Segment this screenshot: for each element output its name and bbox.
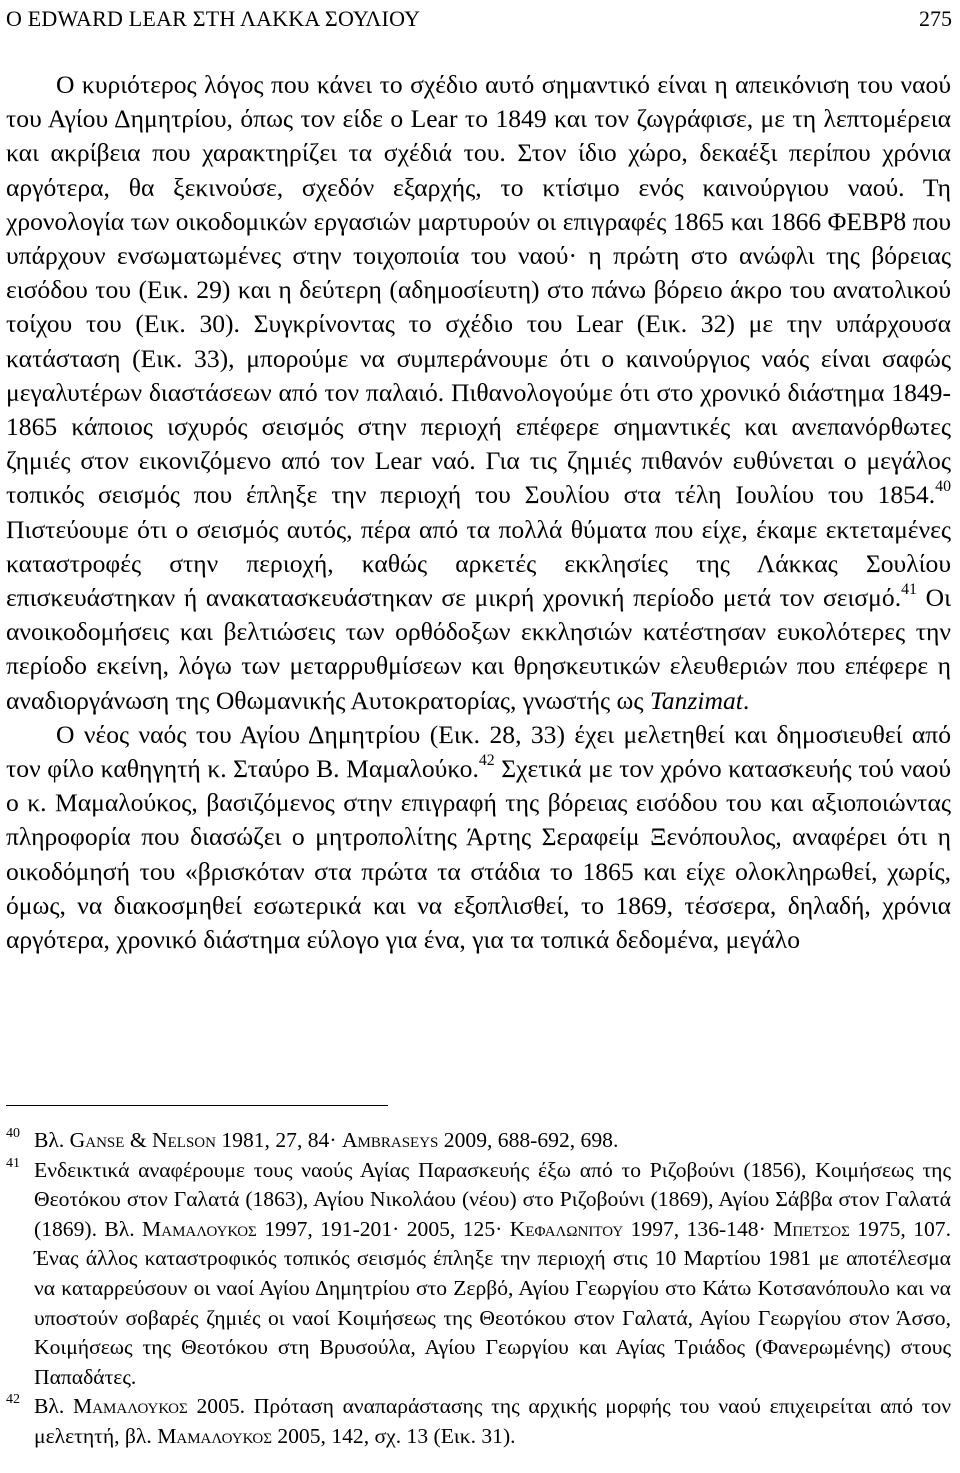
footnote-text: Ενδεικτικά αναφέρουμε τους ναούς Αγίας Παρασκευής έξω από το Ριζοβούνι (1856), Κοιμήσεως της Θεοτόκου στον Γαλατά (1863), Αγίου Νικολάου (νέου) στο Ριζοβούνι (1869), Αγίου Σάββα στον Γαλατά (1869). Βλ. [34, 1157, 951, 1241]
page-number: 275 [919, 6, 952, 31]
footnote-text: 1997, 191-201· 2005, 125· [256, 1216, 510, 1241]
paragraph-2 [6, 718, 951, 957]
author-name: Μπετσος [773, 1216, 850, 1241]
main-text [6, 68, 951, 957]
author-name: Μαμαλουκος [157, 1423, 272, 1448]
footnote-ref-42[interactable]: 42 [478, 752, 495, 770]
author-name: Ambraseys [341, 1128, 439, 1152]
author-name: Μαμαλουκος [142, 1216, 257, 1241]
author-name: Ganse & Nelson [69, 1128, 216, 1152]
paragraph-1-text-c: Οι ανοικοδομήσεις και βελτιώσεις των ορθόδοξων εκκλησιών κατέστησαν ευκολότερες την περίοδο εκείνη, λόγω των μεταρρυθμίσεων και θρησκευτικών ελευθεριών που επέφερε η αναδιοργάνωση της Οθωμανικής Αυτοκρατορίας, γνωστής ως [6, 583, 951, 715]
footnote-ref-40[interactable]: 40 [935, 478, 951, 496]
footnote-text: 2005, 142, σχ. 13 (Εικ. 31). [271, 1423, 516, 1448]
paragraph-2-text-b: Σχετικά με τον χρόνο κατασκευής τού ναού ο κ. Μαμαλούκος, βασιζόμενος στην επιγραφή της βόρειας εισόδου του και αξιοποιώντας πληροφορία που διασώζει ο μητροπολίτης Άρτης Σεραφείμ Ξενόπουλος, αναφέρει ότι η οικοδόμησή του «βρισκόταν στα πρώτα τα στάδια το 1865 και είχε ολοκληρωθεί, χωρίς, όμως, να διακοσμηθεί εσωτερικά και να εξοπλισθεί, το 1869, τέσσερα, δηλαδή, χρόνια αργότερα, χρονικό διάστημα εύλογο για ένα, για τα τοπικά δεδομένα, μεγάλο [6, 754, 951, 955]
footnote-separator [6, 1105, 388, 1106]
footnote-number: 40 [6, 1126, 20, 1141]
paragraph-1-text-a: Ο κυριότερος λόγος που κάνει το σχέδιο αυτό σημαντικό είναι η απεικόνιση του ναού του Αγίου Δημητρίου, όπως τον είδε ο Lear το 1849 και τον ζωγράφισε, με τη λεπτομέρεια και ακρίβεια που χαρακτηρίζει τα σχέδιά του. Στον ίδιο χώρο, δεκαέξι περίπου χρόνια αργότερα, θα ξεκινούσε, σχεδόν εξαρχής, το κτίσιμο ενός καινούργιου ναού. Τη χρονολογία των οικοδομικών εργασιών μαρτυρούν οι επιγραφές 1865 και 1866 ΦΕΒΡȣ που υπάρχουν ενσωματωμένες στην τοιχοποιία του ναού· η πρώτη στο ανώφλι της βόρειας εισόδου του (Εικ. 29) και η δεύτερη (αδημοσίευτη) στο πάνω βόρειο άκρο του ανατολικού τοίχου του (Εικ. 30). Συγκρίνοντας το σχέδιο του Lear (Εικ. 32) με την υπάρχουσα κατάσταση (Εικ. 33), μπορούμε να συμπεράνουμε ότι ο καινούργιος ναός είναι σαφώς μεγαλυτέρων διαστάσεων από τον παλαιό. Πιθανολογούμε ότι στο χρονικό διάστημα 1849-1865 κάποιος ισχυρός σεισμός στην περιοχή επέφερε σημαντικές και ανεπανόρθωτες ζημιές στον εικονιζόμενο από τον Lear ναό. Για τις ζημιές πιθανόν ευθύνεται ο μεγάλος τοπικός σεισμός που έπληξε την περιοχή του Σουλίου στα τέλη Ιουλίου του 1854. [6, 70, 951, 510]
paragraph-2-text-a: Ο νέος ναός του Αγίου Δημητρίου (Εικ. 28, 33) έχει μελετηθεί και δημοσιευθεί από τον φίλο καθηγητή κ. Σταύρο Β. Μαμαλούκο. [6, 719, 951, 784]
footnote-text: 1997, 136-148· [623, 1216, 774, 1241]
paragraph-1-end: . [742, 685, 750, 715]
running-title: O EDWARD LEAR ΣΤΗ ΛΑΚΚΑ ΣΟΥΛΙΟΥ [6, 6, 421, 31]
footnote-number: 41 [6, 1155, 20, 1171]
paragraph-1 [6, 68, 951, 718]
footnote-text: Βλ. [34, 1128, 70, 1152]
footnote-42 [6, 1392, 951, 1451]
footnote-40 [6, 1126, 951, 1156]
footnote-text: 1975, 107. Ένας άλλος καταστροφικός τοπικός σεισμός έπληξε την περιοχή στις 10 Μαρτίου 1981 με αποτέλεσμα να καταρρεύσουν οι ναοί Αγίου Δημητρίου στο Ζερβό, Αγίου Γεωργίου στο Κάτω Κοτσανόπουλο και να υποστούν σοβαρές ζημιές οι ναοί Κοιμήσεως της Θεοτόκου στον Γαλατά, Αγίου Γεωργίου στον Άσσο, Κοιμήσεως της Θεοτόκου στη Βρυσούλα, Αγίου Γεωργίου και Αγίας Τριάδος (Φανερωμένης) στους Παπαδάτες. [34, 1216, 951, 1389]
footnote-text: 1981, 27, 84· [215, 1128, 342, 1152]
footnote-text: 2009, 688-692, 698. [438, 1128, 619, 1152]
paragraph-1-text-b: Πιστεύουμε ότι ο σεισμός αυτός, πέρα από τα πολλά θύματα που είχε, έκαμε εκτεταμένες καταστροφές στην περιοχή, καθώς αρκετές εκκλησίες της Λάκκας Σουλίου επισκευάστηκαν ή ανακατασκευάστηκαν σε μικρή χρονική περίοδο μετά τον σεισμό. [6, 514, 951, 613]
footnote-text: 2005. Πρόταση αναπαράστασης της αρχικής μορφής του ναού επιχειρείται από τον μελετητή, βλ. [34, 1394, 952, 1448]
footnotes [6, 1126, 951, 1452]
footnote-number: 42 [6, 1392, 20, 1408]
footnote-ref-41[interactable]: 41 [901, 581, 917, 599]
tanzimat-term: Tanzimat [649, 685, 743, 715]
footnote-41 [6, 1156, 951, 1393]
page-header [6, 4, 952, 34]
footnote-text: Βλ. [34, 1394, 73, 1419]
author-name: Μαμαλουκος [73, 1394, 188, 1419]
author-name: Κεφαλωνιτου [509, 1216, 624, 1241]
